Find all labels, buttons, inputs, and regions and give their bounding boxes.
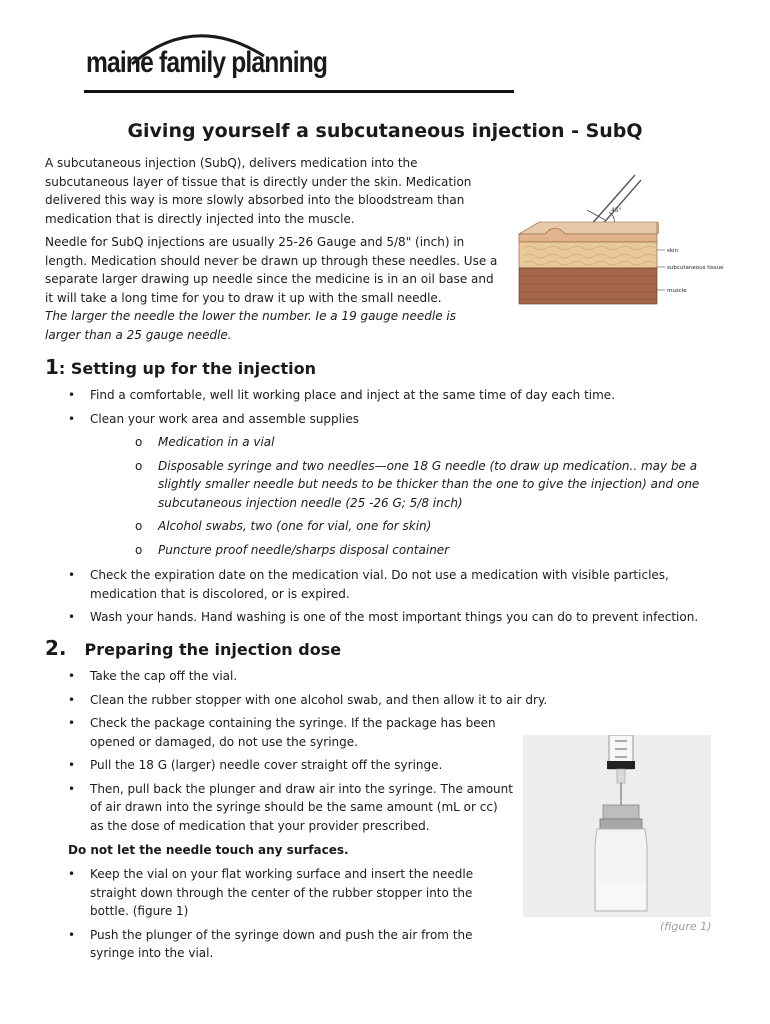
bullet-icon: • <box>68 388 76 402</box>
bullet-icon: • <box>68 669 76 683</box>
list-item: • Find a comfortable, well lit working place and inject at the same time of day each time. <box>45 386 735 405</box>
intro-paragraph-1: A subcutaneous injection (SubQ), delivers medication into the subcutaneous layer of tissue that is directly under the skin. Medication delivered this way is more slowly absorbed into the bloodstream than medication that is directly injected into the muscle. <box>45 156 472 226</box>
label-subcutaneous-tissue: subcutaneous tissue <box>667 265 724 271</box>
section-2-number: 2. <box>45 636 67 660</box>
section-2-list <box>45 667 548 840</box>
bullet-icon: • <box>68 758 76 772</box>
intro-paragraph-2: Needle for SubQ injections are usually 25-26 Gauge and 5/8" (inch) in length. Medication should never be drawn up through these needles. Use a separate larger drawing up needle since the medicine is in an oil base and it will take a long time for you to draw it up with the small needle. <box>45 235 498 305</box>
list-item: • Then, pull back the plunger and draw air into the syringe. The amount of air drawn into the syringe should be the same amount (mL or cc) as the dose of medication that your provider prescribed. <box>68 781 513 833</box>
intro-paragraph-3: The larger the needle the lower the number. Ie a 19 gauge needle is larger than a 25 gauge needle. <box>45 309 457 342</box>
list-item: • Pull the 18 G (larger) needle cover straight off the syringe. <box>45 756 515 775</box>
bullet-icon: • <box>68 781 76 796</box>
warning-text: Do not let the needle touch any surfaces. <box>68 843 349 857</box>
section-1-number: 1 <box>45 355 59 379</box>
bullet-icon: • <box>68 716 76 730</box>
supply-item: o Puncture proof needle/sharps disposal container <box>90 541 735 560</box>
sub-bullet-icon: o <box>135 542 143 557</box>
page-title: Giving yourself a subcutaneous injection - SubQ <box>127 120 643 142</box>
list-item: • Clean your work area and assemble supplies o Medication in a vial o Disposable syringe and two needles—one 18 G needle (to draw up medication.. may be a slightly smaller needle but needs to be thicker than the one to give the injection) and one subcutaneous injection needle (25 -26 G; 5/8 inch) o Alcohol swabs, two (one for vial, one for skin) o Puncture proof needle/sharps disposal container <box>45 410 735 560</box>
bullet-icon: • <box>68 568 76 582</box>
supply-item: o Alcohol swabs, two (one for vial, one for skin) <box>90 517 735 536</box>
list-item: • Take the cap off the vial. <box>45 667 515 686</box>
supply-item: o Medication in a vial <box>90 433 735 452</box>
logo <box>84 20 524 96</box>
bullet-icon: • <box>68 692 76 707</box>
section-2-list-continued <box>45 865 515 968</box>
list-item: • Check the package containing the syringe. If the package has been opened or damaged, do not use the syringe. <box>68 716 496 749</box>
list-item: • Check the expiration date on the medication vial. Do not use a medication with visible particles, medication that is discolored, or is expired. <box>68 568 669 601</box>
sub-bullet-icon: o <box>135 458 143 473</box>
supplies-list <box>90 433 735 559</box>
label-muscle: muscle <box>667 288 687 294</box>
section-1-list <box>45 386 735 564</box>
bullet-icon: • <box>68 610 76 624</box>
section-1-title: : Setting up for the injection <box>58 359 316 378</box>
vial-syringe-photo <box>523 735 711 917</box>
section-2-title: Preparing the injection dose <box>84 640 342 659</box>
header-rule <box>84 90 514 93</box>
section-1-list-continued <box>45 566 735 632</box>
section-1-heading <box>45 355 316 379</box>
list-item: • Clean the rubber stopper with one alcohol swab, and then allow it to air dry. <box>45 691 515 710</box>
bullet-icon: • <box>68 867 76 881</box>
list-item: • Push the plunger of the syringe down and push the air from the syringe into the vial. <box>68 927 473 960</box>
bullet-icon: • <box>68 927 76 942</box>
label-skin: skin <box>667 248 679 254</box>
bullet-icon: • <box>68 411 76 426</box>
list-item: • Keep the vial on your flat working surface and insert the needle straight down through the center of the rubber stopper into the bottle. (figure 1) <box>68 867 474 918</box>
figure-caption: (figure 1) <box>660 920 712 933</box>
angle-label: 45° <box>611 207 622 214</box>
supply-item: o Disposable syringe and two needles—one 18 G needle (to draw up medication.. may be a slightly smaller needle but needs to be thicker than the one to give the injection) and one subcutaneous injection needle (25 -26 G; 5/8 inch) <box>135 458 700 510</box>
section-2-heading <box>45 636 341 660</box>
skin-injection-illustration <box>517 170 732 310</box>
sub-bullet-icon: o <box>135 435 143 449</box>
list-item: • Wash your hands. Hand washing is one of the most important things you can do to prevent infection. <box>45 608 735 627</box>
logo-text: maine family planning <box>86 46 328 79</box>
sub-bullet-icon: o <box>135 519 143 533</box>
